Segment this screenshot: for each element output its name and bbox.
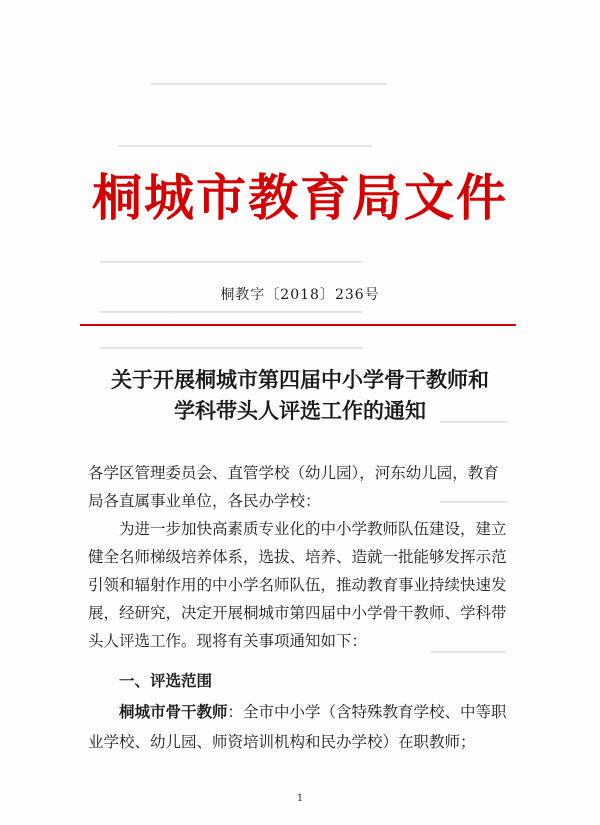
scope-text: ：全市中小学（含特殊教育学校、中等职业学校、幼儿园、师资培训机构和民办学校）在职教师； (88, 703, 507, 751)
reverse-side-bleed-through: ▁▁▁▁▁▁▁▁▁▁▁▁▁▁▁▁▁▁▁▁▁▁▁▁▁▁▁▁ ▁▁▁▁▁▁▁▁▁▁▁▁▁▁▁▁▁▁▁▁▁▁▁▁▁▁▁▁▁▁ ▁▁▁▁▁▁▁▁▁▁▁▁▁▁▁▁▁▁▁▁▁▁▁▁▁▁▁▁▁▁▁ ▁▁▁▁▁▁▁▁▁▁▁▁▁▁▁▁▁▁▁▁▁▁▁▁▁▁▁▁▁▁▁ ▁▁▁▁▁▁▁▁▁▁▁▁▁▁▁▁▁▁▁▁▁▁▁▁▁▁▁▁▁▁▁ ▁▁▁▁▁▁▁▁ ▁▁▁▁▁▁▁▁ ▁▁▁▁▁▁▁▁▁ (100, 72, 508, 653)
page-number: 1 (296, 793, 304, 804)
scope-paragraph (88, 697, 512, 757)
issuer-header-title: 桐城市教育局文件 (92, 168, 508, 227)
intro-paragraph: 为进一步加快高素质专业化的中小学教师队伍建设，建立健全名师梯级培养体系，选拔、培养、造就一批能够发挥示范引领和辐射作用的中小学名师队伍，推动教育事业持续快速发展，经研究，决定开展桐城市第四届中小学骨干教师、学科带头人评选工作。现将有关事项通知如下： (88, 520, 507, 650)
section-heading-scope: 一、评选范围 (119, 671, 213, 690)
red-divider-line (80, 324, 516, 326)
document-number: 桐教字〔2018〕236号 (220, 287, 380, 303)
recipients-paragraph: 各学区管理委员会、直管学校（幼儿园），河东幼儿园，教育局各直属事业单位，各民办学校： (88, 464, 499, 510)
notice-title-line-1: 关于开展桐城市第四届中小学骨干教师和 (111, 367, 489, 392)
scope-label: 桐城市骨干教师 (119, 702, 228, 721)
notice-title (60, 364, 540, 426)
notice-title-line-2: 学科带头人评选工作的通知 (174, 398, 426, 423)
